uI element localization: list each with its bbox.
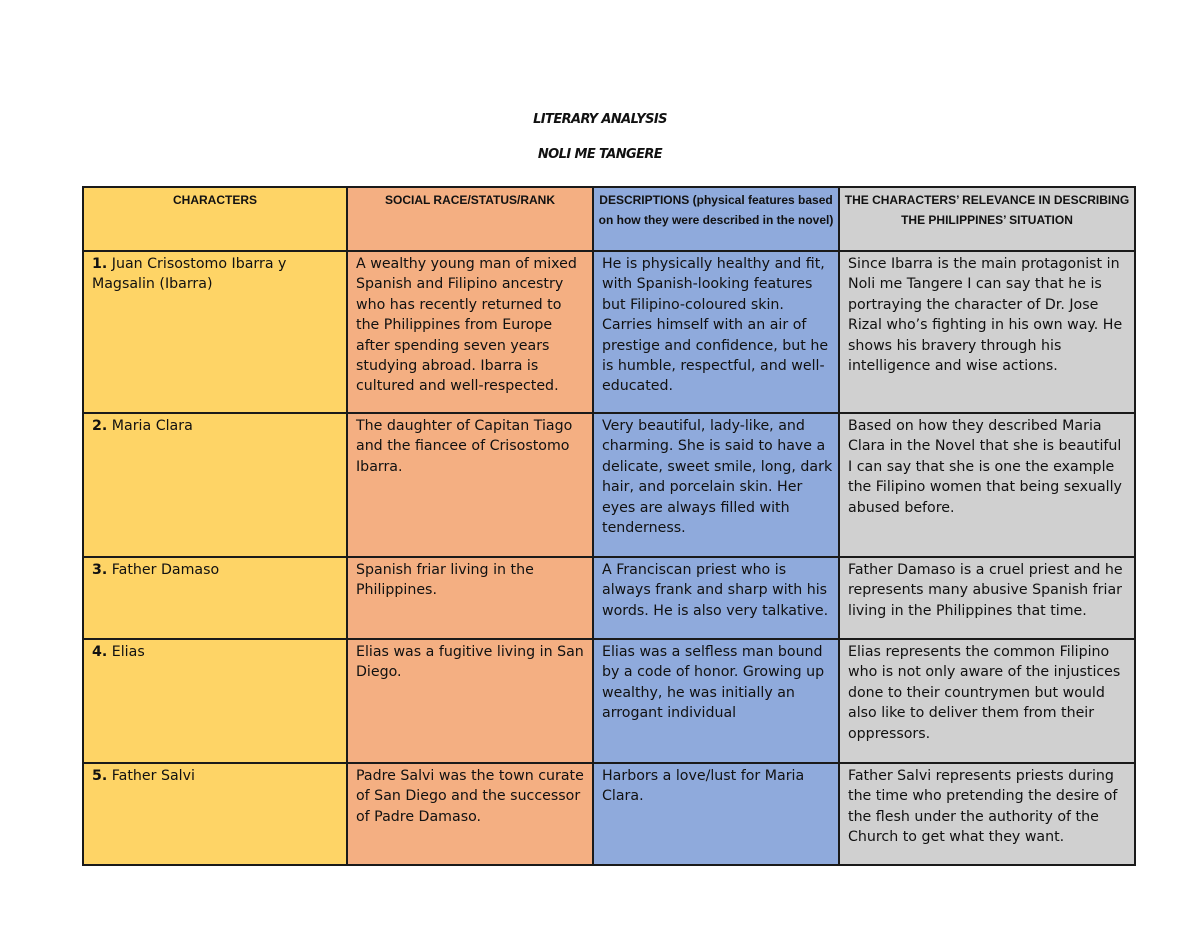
character-name: Father Salvi (111, 768, 195, 784)
character-number: 2. (92, 418, 108, 434)
page-subtitle: NOLI ME TANGERE (537, 147, 663, 162)
character-name: Elias (111, 644, 145, 660)
social-status-cell: Spanish friar living in the Philippines. (347, 557, 593, 639)
description-cell: A Franciscan priest who is always frank and sharp with his words. He is also very talkative. (593, 557, 839, 639)
header-characters: CHARACTERS (83, 187, 347, 251)
social-status-cell: The daughter of Capitan Tiago and the fiancee of Crisostomo Ibarra. (347, 413, 593, 557)
character-cell (83, 763, 347, 865)
table-row (83, 763, 1135, 865)
table-row (83, 557, 1135, 639)
character-number: 5. (92, 768, 108, 784)
table-row (83, 251, 1135, 413)
character-name: Father Damaso (111, 562, 220, 578)
relevance-cell: Father Damaso is a cruel priest and he represents many abusive Spanish friar living in the Philippines that time. (839, 557, 1135, 639)
header-social-status: SOCIAL RACE/STATUS/RANK (347, 187, 593, 251)
description-cell: Harbors a love/lust for Maria Clara. (593, 763, 839, 865)
character-number: 1. (92, 256, 108, 272)
description-cell: He is physically healthy and fit, with Spanish-looking features but Filipino-coloured skin. Carries himself with an air of prestige and confidence, but he is humble, respectful, and well-educated. (593, 251, 839, 413)
header-relevance: THE CHARACTERS’ RELEVANCE IN DESCRIBING THE PHILIPPINES’ SITUATION (839, 187, 1135, 251)
character-cell (83, 639, 347, 763)
character-name: Maria Clara (111, 418, 193, 434)
character-name: Juan Crisostomo Ibarra y Magsalin (Ibarra) (92, 256, 287, 293)
character-cell (83, 251, 347, 413)
social-status-cell: Elias was a fugitive living in San Diego. (347, 639, 593, 763)
description-cell: Elias was a selfless man bound by a code of honor. Growing up wealthy, he was initially an arrogant individual (593, 639, 839, 763)
relevance-cell: Based on how they described Maria Clara in the Novel that she is beautiful I can say that she is one the example the Filipino women that being sexually abused before. (839, 413, 1135, 557)
header-descriptions: DESCRIPTIONS (physical features based on how they were described in the novel) (593, 187, 839, 251)
relevance-cell: Father Salvi represents priests during the time who pretending the desire of the flesh under the authority of the Church to get what they want. (839, 763, 1135, 865)
social-status-cell: A wealthy young man of mixed Spanish and Filipino ancestry who has recently returned to the Philippines from Europe after spending seven years studying abroad. Ibarra is cultured and well-respected. (347, 251, 593, 413)
page-title: LITERARY ANALYSIS (533, 112, 667, 127)
character-cell (83, 557, 347, 639)
table-row (83, 413, 1135, 557)
character-number: 3. (92, 562, 108, 578)
relevance-cell: Elias represents the common Filipino who is not only aware of the injustices done to their countrymen but would also like to deliver them from their oppressors. (839, 639, 1135, 763)
character-number: 4. (92, 644, 108, 660)
character-cell (83, 413, 347, 557)
table-row (83, 639, 1135, 763)
literary-analysis-table (82, 186, 1136, 866)
social-status-cell: Padre Salvi was the town curate of San Diego and the successor of Padre Damaso. (347, 763, 593, 865)
relevance-cell: Since Ibarra is the main protagonist in Noli me Tangere I can say that he is portraying the character of Dr. Jose Rizal who’s fighting in his own way. He shows his bravery through his intelligence and wise actions. (839, 251, 1135, 413)
description-cell: Very beautiful, lady-like, and charming. She is said to have a delicate, sweet smile, long, dark hair, and porcelain skin. Her eyes are always filled with tenderness. (593, 413, 839, 557)
table-header-row (83, 187, 1135, 251)
